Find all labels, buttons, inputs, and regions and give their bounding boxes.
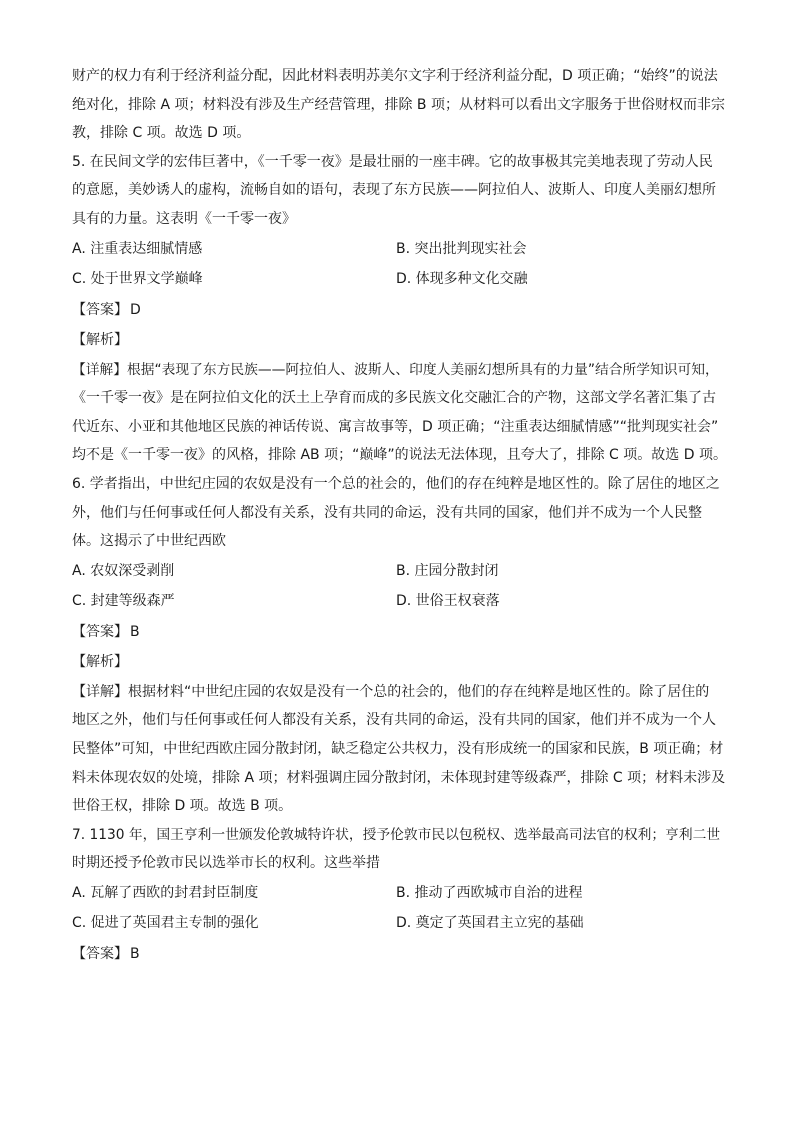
question-stem-line: 时期还授予伦敦市民以选举市长的权利。这些举措: [72, 855, 380, 872]
option-c: C. 处于世界文学巅峰: [72, 271, 203, 288]
text-line: 绝对化，排除 A 项；材料没有涉及生产经营管理，排除 B 项；从材料可以看出文字服务于世俗财权而非宗: [72, 96, 725, 113]
options-row: [72, 234, 727, 265]
option-c: C. 促进了英国君主专制的强化: [72, 915, 259, 932]
answer-value: B: [130, 623, 140, 640]
options-row: [72, 264, 727, 295]
detail-line: 【详解】根据材料“中世纪庄园的农奴是没有一个总的社会的，他们的存在纯粹是地区性的。除了居住的: [72, 683, 710, 700]
previous-question-continuation: [72, 62, 727, 148]
answer-value: D: [130, 301, 141, 318]
option-d: D. 世俗王权衰落: [396, 593, 500, 610]
answer-value: B: [130, 945, 140, 962]
question-stem-line: 外，他们与任何事或任何人都没有关系，没有共同的命运，没有共同的国家，他们并不成为一个人民整: [72, 504, 702, 521]
question-stem-line: 5. 在民间文学的宏伟巨著中，《一千零一夜》是最壮丽的一座丰碑。它的故事极其完美地表现了劳动人民: [72, 153, 713, 170]
options-row: [72, 878, 727, 909]
text-line: 教，排除 C 项。故选 D 项。: [72, 125, 251, 142]
question-7: [72, 821, 727, 970]
detail-line: 【详解】根据“表现了东方民族——阿拉伯人、波斯人、印度人美丽幻想所具有的力量”结合所学知识可知，: [72, 361, 719, 378]
document-page: [72, 62, 727, 969]
analysis-label: 【解析】: [72, 332, 128, 349]
option-d: D. 奠定了英国君主立宪的基础: [396, 915, 584, 932]
option-a: A. 农奴深受剥削: [72, 562, 175, 579]
question-stem-line: 体。这揭示了中世纪西欧: [72, 533, 226, 550]
options-row: [72, 556, 727, 587]
analysis-label: 【解析】: [72, 654, 128, 671]
detail-line: 料未体现农奴的处境，排除 A 项；材料强调庄园分散封闭，未体现封建等级森严，排除 C 项；材料未涉及: [72, 769, 726, 786]
detail-line: 地区之外，他们与任何事或任何人都没有关系，没有共同的命运，没有共同的国家，他们并不成为一个人: [72, 712, 716, 729]
detail-line: 代近东、小亚和其他地区民族的神话传说、寓言故事等，D 项正确；“注重表达细腻情感”“批判现实社会”: [72, 418, 719, 435]
option-b: B. 庄园分散封闭: [396, 562, 499, 579]
option-b: B. 突出批判现实社会: [396, 240, 527, 257]
answer-row: [72, 939, 727, 970]
detail-line: 均不是《一千零一夜》的风格，排除 AB 项；“巅峰”的说法无法体现，且夸大了，排除 C 项。故选 D 项。: [72, 447, 727, 464]
detail-line: 民整体”可知，中世纪西欧庄园分散封闭，缺乏稳定公共权力，没有形成统一的国家和民族，B 项正确；材: [72, 740, 724, 757]
answer-label: 【答案】: [72, 623, 128, 640]
question-stem-line: 7. 1130 年，国王亨利一世颁发伦敦城特许状，授予伦敦市民以包税权、选举最高司法官的权利；亨利二世: [72, 826, 721, 843]
options-row: [72, 586, 727, 617]
question-stem-line: 的意愿，美妙诱人的虚构，流畅自如的语句，表现了东方民族——阿拉伯人、波斯人、印度人美丽幻想所: [72, 182, 716, 199]
question-6: [72, 470, 727, 821]
answer-row: [72, 295, 727, 326]
text-line: 财产的权力有利于经济利益分配，因此材料表明苏美尔文字利于经济利益分配，D 项正确；“始终”的说法: [72, 68, 718, 84]
options-row: [72, 908, 727, 939]
question-5: [72, 148, 727, 470]
answer-label: 【答案】: [72, 945, 128, 962]
option-b: B. 推动了西欧城市自治的进程: [396, 884, 583, 901]
answer-row: [72, 617, 727, 648]
option-c: C. 封建等级森严: [72, 593, 175, 610]
question-stem-line: 6. 学者指出，中世纪庄园的农奴是没有一个总的社会的，他们的存在纯粹是地区性的。除了居住的地区之: [72, 475, 720, 492]
option-d: D. 体现多种文化交融: [396, 271, 528, 288]
option-a: A. 注重表达细腻情感: [72, 240, 203, 257]
detail-line: 世俗王权，排除 D 项。故选 B 项。: [72, 798, 293, 815]
option-a: A. 瓦解了西欧的封君封臣制度: [72, 884, 259, 901]
answer-label: 【答案】: [72, 301, 128, 318]
detail-line: 《一千零一夜》是在阿拉伯文化的沃土上孕育而成的多民族文化交融汇合的产物，这部文学名著汇集了古: [72, 390, 716, 407]
question-stem-line: 具有的力量。这表明《一千零一夜》: [72, 210, 296, 227]
